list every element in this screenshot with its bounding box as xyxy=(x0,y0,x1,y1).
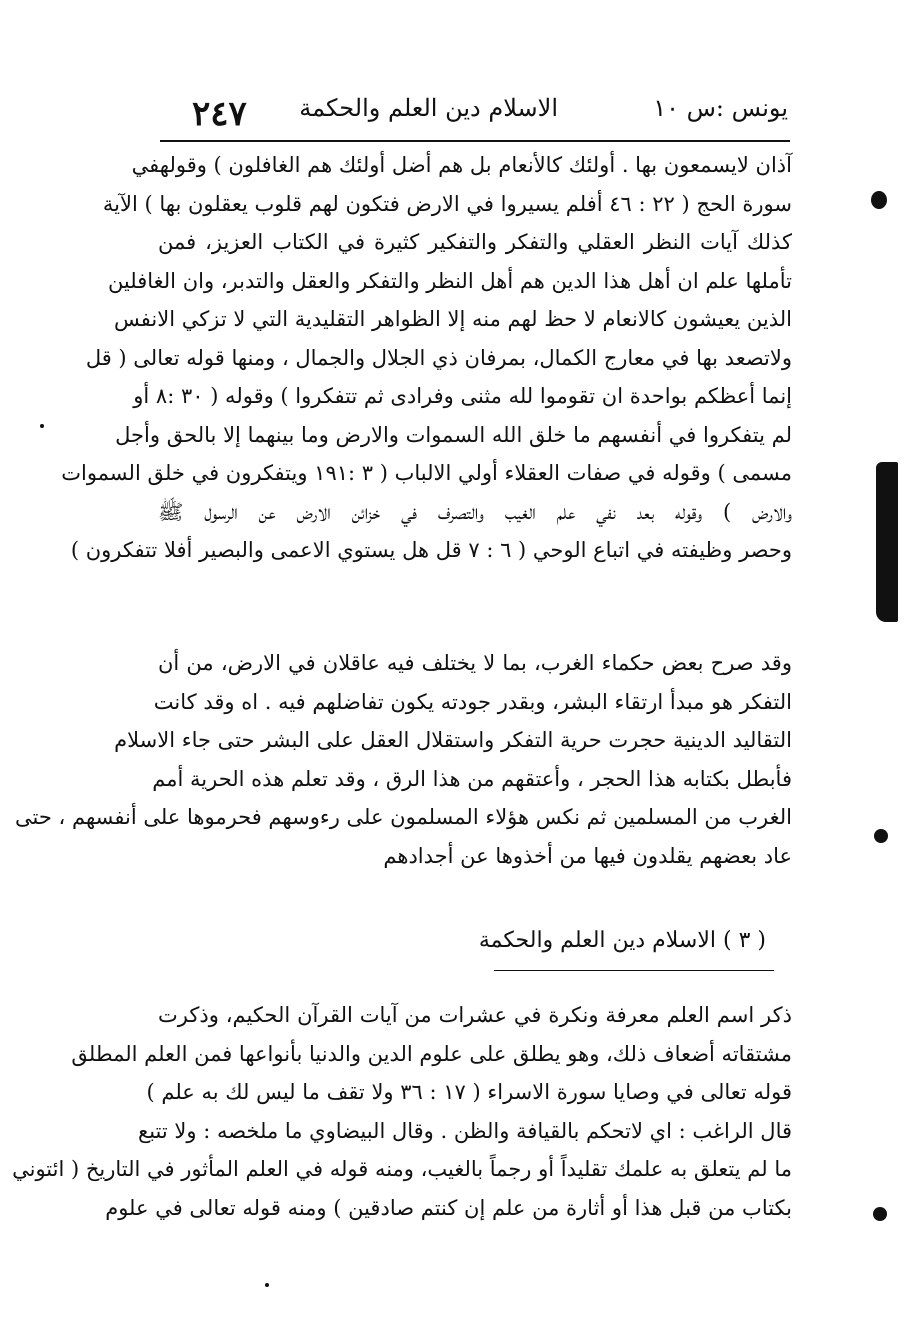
scan-speck xyxy=(265,1283,269,1287)
text-line: مسمى ) وقوله في صفات العقلاء أولي الالباب ( ٣ :١٩١ ويتفكرون في خلق السموات xyxy=(61,461,792,485)
header-title: الاسلام دين العلم والحكمة xyxy=(299,94,558,122)
header-rule xyxy=(160,140,790,142)
header-surah: يونس :س ١٠ xyxy=(653,94,788,122)
text-line: مشتقاته أضعاف ذلك، وهو يطلق على علوم الدين والدنيا بأنواعها فمن العلم المطلق xyxy=(71,1041,792,1066)
page-number: ٢٤٧ xyxy=(192,94,247,134)
text-line: سورة الحج ( ٢٢ : ٤٦ أفلم يسيروا في الارض فتكون لهم قلوب يعقلون بها ) الآية xyxy=(102,191,792,216)
text-line: ولاتصعد بها في معارج الكمال، بمرفان ذي الجلال والجمال ، ومنها قوله تعالى ( قل xyxy=(85,345,792,370)
paragraph-1 xyxy=(61,146,792,570)
text-line: تأملها علم ان أهل هذا الدين هم أهل النظر والتفكر والعقل والتدبر، وان الغافلين xyxy=(107,268,792,293)
text-line: التفكر هو مبدأ ارتقاء البشر، وبقدر جودته يكون تفاضلهم فيه . اه وقد كانت xyxy=(153,689,792,714)
text-line: آذان لايسمعون بها . أولئك كالأنعام بل هم أضل أولئك هم الغافلون ) وقولهفي xyxy=(131,153,792,177)
text-line: قوله تعالى في وصايا سورة الاسراء ( ١٧ : ٣٦ ولا تقف ما ليس لك به علم ) xyxy=(146,1080,792,1104)
scan-edge-shadow xyxy=(876,462,898,622)
text-line: ذكر اسم العلم معرفة ونكرة في عشرات من آيات القرآن الحكيم، وذكرت xyxy=(158,1003,792,1027)
text-line: فأبطل بكتابه هذا الحجر ، وأعتقهم من هذا الرق ، وقد تعلم هذه الحرية أمم xyxy=(152,766,792,791)
scan-speck xyxy=(40,424,44,428)
heading-underline xyxy=(494,970,774,971)
page-header xyxy=(160,92,788,138)
text-line: بكتاب من قبل هذا أو أثارة من علم إن كنتم صادقين ) ومنه قوله تعالى في علوم xyxy=(105,1195,792,1220)
text-line: لم يتفكروا في أنفسهم ما خلق الله السموات والارض وما بينهما إلا بالحق وأجل xyxy=(115,422,792,447)
scan-blot-mark xyxy=(874,829,888,843)
text-line: التقاليد الدينية حجرت حرية التفكر واستقلال العقل على البشر حتى جاء الاسلام xyxy=(114,728,792,752)
section-heading: ( ٣ ) الاسلام دين العلم والحكمة xyxy=(478,928,766,953)
text-line: عاد بعضهم يقلدون فيها من أخذوها عن أجدادهم xyxy=(383,843,792,868)
text-line: ما لم يتعلق به علمك تقليداً أو رجماً بالغيب، ومنه قوله في العلم المأثور في التاريخ ( ائتوني xyxy=(12,1157,792,1181)
paragraph-2 xyxy=(15,644,792,875)
scan-blot-mark xyxy=(871,191,887,209)
text-line: الذين يعيشون كالانعام لا حظ لهم منه إلا الظواهر التقليدية التي لا تزكي الانفس xyxy=(114,307,792,331)
scan-blot-mark xyxy=(873,1207,887,1221)
text-line: كذلك آيات النظر العقلي والتفكر والتفكير كثيرة في الكتاب العزيز، فمن xyxy=(158,230,792,254)
text-line: الغرب من المسلمين ثم نكس هؤلاء المسلمون على رءوسهم فحرموها على أنفسهم ، حتى xyxy=(15,805,792,829)
paragraph-3 xyxy=(12,996,792,1227)
text-line: وقد صرح بعض حكماء الغرب، بما لا يختلف فيه عاقلان في الارض، من أن xyxy=(158,651,792,675)
text-line: وحصر وظيفته في اتباع الوحي ( ٦ : ٧ قل هل يستوي الاعمى والبصير أفلا تتفكرون ) xyxy=(70,538,792,562)
text-line: قال الراغب : اي لاتحكم بالقيافة والظن . وقال البيضاوي ما ملخصه : ولا تتبع xyxy=(138,1118,792,1143)
text-line: إنما أعظكم بواحدة ان تقوموا لله مثنى وفرادى ثم تتفكروا ) وقوله ( ٣٠ :٨ أو xyxy=(133,384,792,408)
text-line: والارض ) وقوله بعد نفي علم الغيب والتصرف في خزائن الارض عن الرسول ﷺ xyxy=(158,499,792,524)
